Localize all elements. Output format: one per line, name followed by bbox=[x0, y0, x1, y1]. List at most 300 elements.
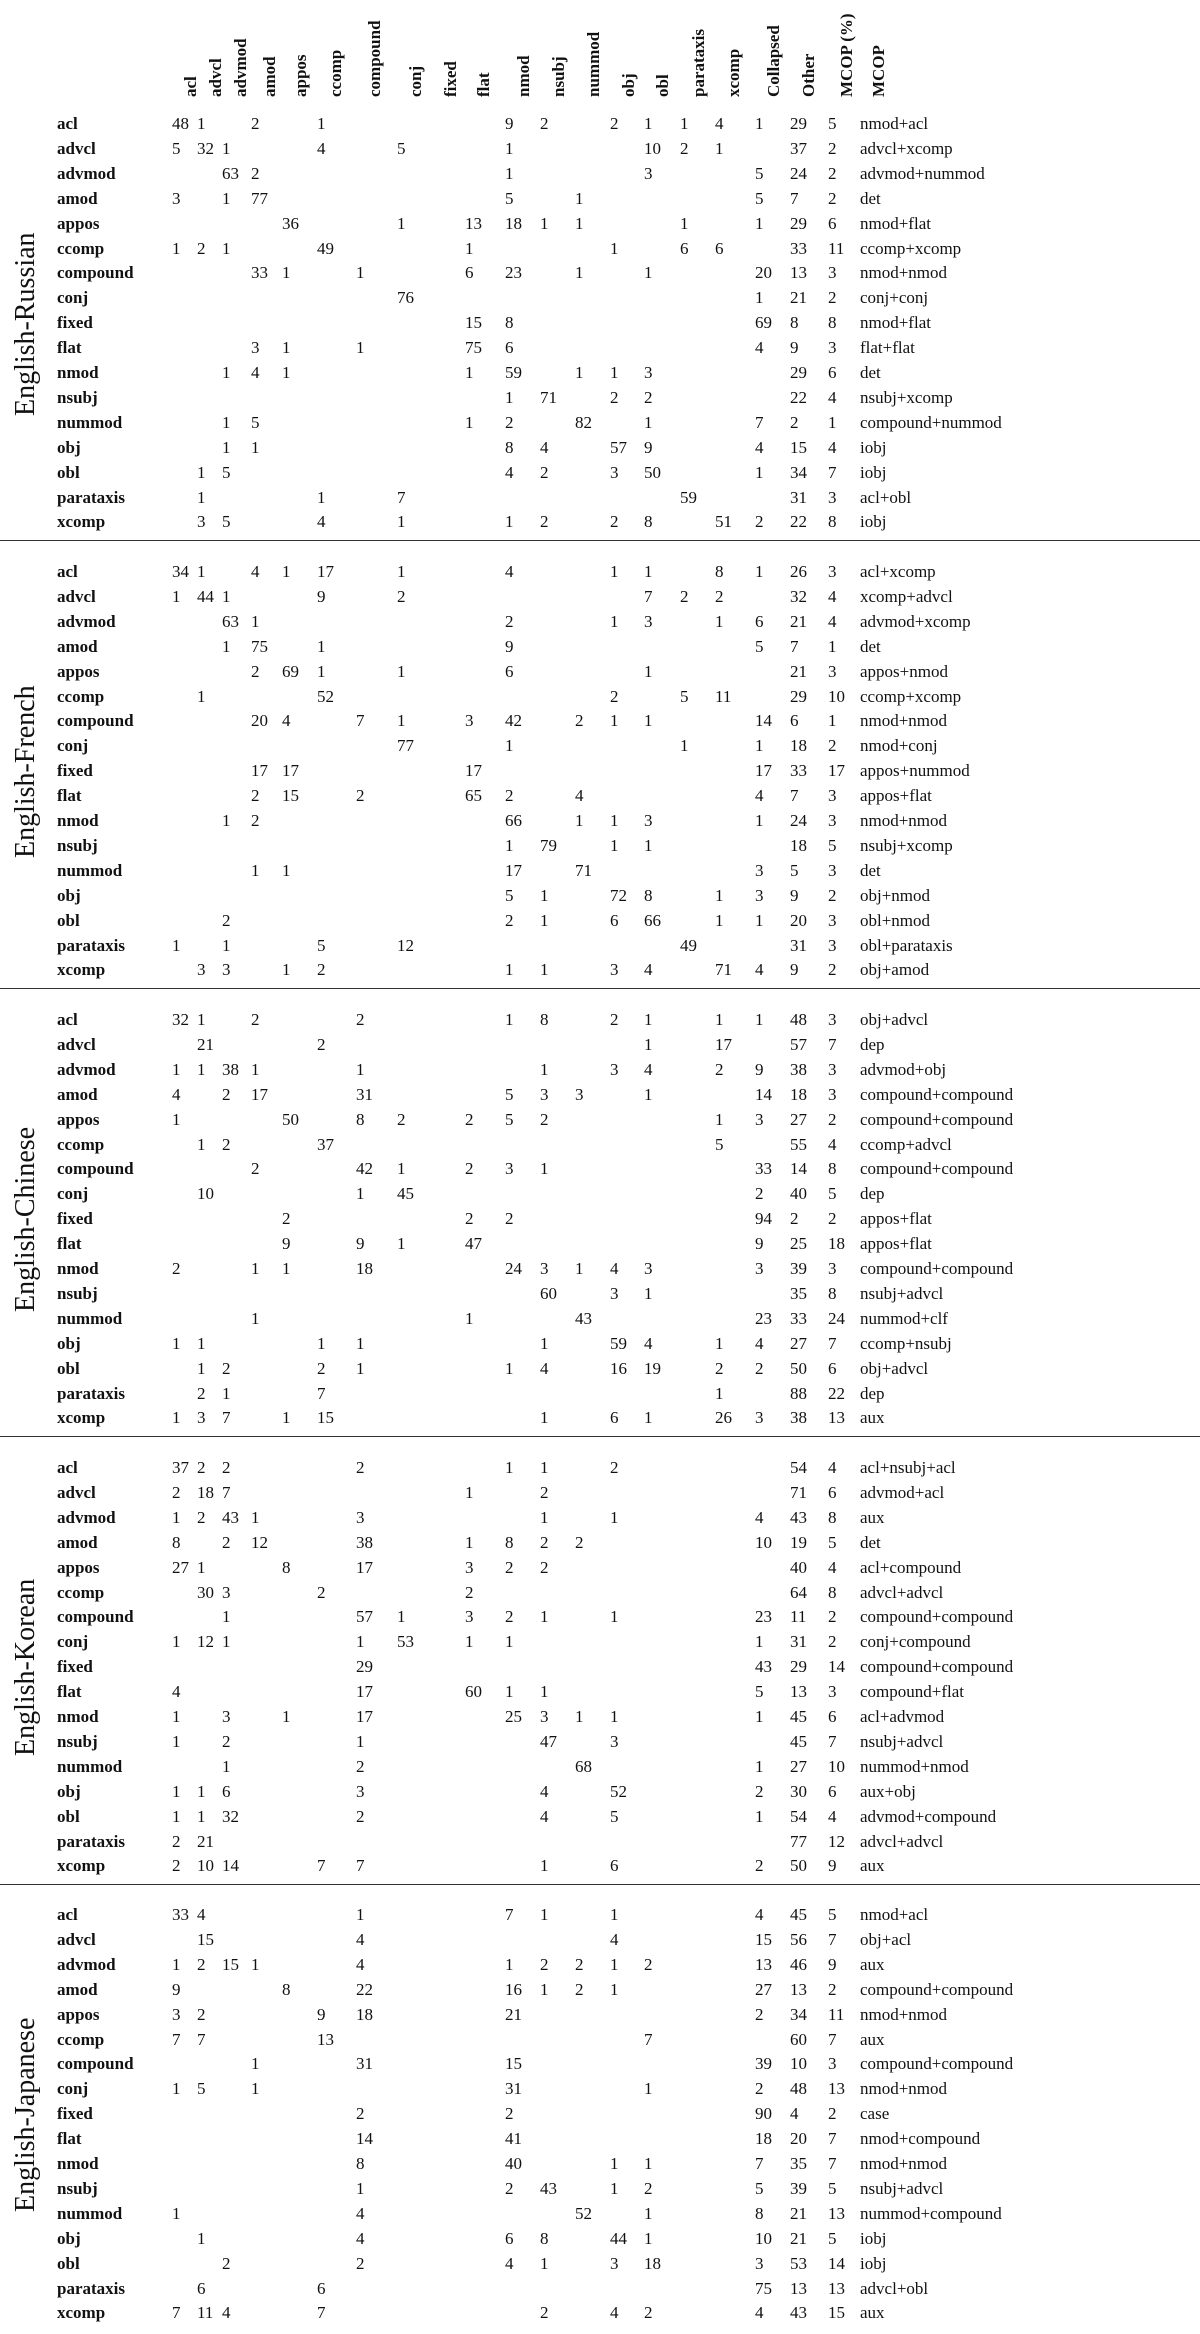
cell-nsubj: 60 bbox=[540, 1283, 557, 1303]
cell-amod: 4 bbox=[251, 363, 260, 382]
cell-collapsed: 1 bbox=[755, 1707, 764, 1726]
cell-mcop: 3 bbox=[828, 1259, 837, 1278]
cell-acl: 1 bbox=[172, 1781, 181, 1801]
cell-amod: 3 bbox=[251, 338, 260, 358]
cell-mcop: 7 bbox=[828, 1731, 837, 1751]
cell-nsubj: 2 bbox=[540, 1557, 549, 1577]
table-row bbox=[0, 2152, 1200, 2176]
cell-parataxis: 1 bbox=[680, 114, 689, 133]
row-label: appos bbox=[57, 213, 100, 233]
table-row bbox=[0, 237, 1200, 261]
cell-acl: 2 bbox=[172, 1856, 181, 1876]
cell-nmod: 5 bbox=[505, 885, 514, 905]
cell-compound: 1 bbox=[356, 1905, 365, 1924]
cell-nmod: 1 bbox=[505, 1954, 514, 1974]
cell-mcop: 14 bbox=[828, 2253, 845, 2273]
row-label: flat bbox=[57, 786, 82, 806]
cell-ccomp: 2 bbox=[317, 1034, 326, 1054]
cell-advcl: 10 bbox=[197, 1856, 214, 1876]
cell-mcop: 5 bbox=[828, 1905, 837, 1924]
cell-acl: 1 bbox=[172, 1954, 181, 1974]
cell-flat: 2 bbox=[465, 1109, 474, 1129]
cell-ccomp: 15 bbox=[317, 1408, 334, 1428]
table-row bbox=[0, 212, 1200, 236]
cell-mcop: advmod+xcomp bbox=[860, 611, 971, 631]
cell-mcop: 7 bbox=[828, 1929, 837, 1949]
row-label: compound bbox=[57, 1159, 134, 1179]
cell-mcop: 6 bbox=[828, 1781, 837, 1801]
cell-obj: 44 bbox=[610, 2228, 627, 2248]
cell-compound: 8 bbox=[356, 2154, 365, 2173]
cell-collapsed: 2 bbox=[755, 1781, 764, 1801]
cell-nmod: 9 bbox=[505, 114, 514, 133]
cell-obl: 2 bbox=[644, 387, 653, 407]
cell-obj: 4 bbox=[610, 1929, 619, 1949]
cell-appos: 36 bbox=[282, 213, 299, 233]
row-label: flat bbox=[57, 1682, 82, 1702]
cell-appos: 69 bbox=[282, 661, 299, 681]
cell-nsubj: 1 bbox=[540, 1059, 549, 1079]
cell-collapsed: 9 bbox=[755, 1059, 764, 1079]
row-label: advcl bbox=[57, 1482, 96, 1502]
cell-parataxis: 49 bbox=[680, 935, 697, 955]
cell-xcomp: 1 bbox=[715, 1333, 724, 1353]
cell-mcop: acl+obl bbox=[860, 487, 912, 507]
cell-mcop: 6 bbox=[828, 213, 837, 233]
cell-compound: 14 bbox=[356, 2129, 373, 2149]
cell-obj: 6 bbox=[610, 1856, 619, 1876]
cell-mcop: 12 bbox=[828, 1831, 845, 1851]
cell-obl: 10 bbox=[644, 138, 661, 158]
cell-nsubj: 1 bbox=[540, 1507, 549, 1527]
cell-mcop: 8 bbox=[828, 512, 837, 532]
cell-mcop: nmod+nmod bbox=[860, 263, 948, 283]
cell-other: 27 bbox=[790, 1333, 807, 1353]
column-header-mcop bbox=[856, 4, 888, 114]
cell-nsubj: 1 bbox=[540, 1458, 549, 1477]
cell-other: 39 bbox=[790, 1259, 807, 1278]
cell-obl: 3 bbox=[644, 363, 653, 382]
cell-xcomp: 8 bbox=[715, 562, 724, 581]
row-label: ccomp bbox=[57, 686, 105, 706]
column-header-label: Other bbox=[799, 53, 818, 97]
cell-advmod: 3 bbox=[222, 960, 231, 980]
cell-mcop: compound+compound bbox=[860, 1657, 1014, 1677]
row-label: nsubj bbox=[57, 835, 98, 855]
table-row bbox=[0, 436, 1200, 460]
cell-other: 38 bbox=[790, 1059, 807, 1079]
row-label: obl bbox=[57, 910, 80, 930]
cell-mcop: det bbox=[860, 636, 881, 656]
cell-advmod: 2 bbox=[222, 1134, 231, 1154]
cell-collapsed: 6 bbox=[755, 611, 764, 631]
cell-collapsed: 8 bbox=[755, 2203, 764, 2223]
cell-obj: 6 bbox=[610, 910, 619, 930]
table-row bbox=[0, 1382, 1200, 1406]
cell-advmod: 5 bbox=[222, 512, 231, 532]
cell-compound: 31 bbox=[356, 1084, 373, 1104]
row-label: nummod bbox=[57, 2203, 123, 2223]
column-header-label: MCOP (%) bbox=[837, 13, 856, 97]
cell-mcop: ccomp+advcl bbox=[860, 1134, 952, 1154]
cell-obj: 5 bbox=[610, 1806, 619, 1826]
cell-compound: 1 bbox=[356, 1632, 365, 1652]
cell-xcomp: 2 bbox=[715, 1358, 724, 1378]
cell-nmod: 23 bbox=[505, 263, 522, 283]
row-label: conj bbox=[57, 1184, 89, 1204]
cell-mcop: compound+flat bbox=[860, 1682, 965, 1702]
cell-advmod: 15 bbox=[222, 1954, 239, 1974]
cell-mcop: dep bbox=[860, 1184, 885, 1204]
cell-mcop: advcl+advcl bbox=[860, 1831, 944, 1851]
cell-nmod: 5 bbox=[505, 1109, 514, 1129]
cell-advmod: 1 bbox=[222, 1632, 231, 1652]
cell-advcl: 1 bbox=[197, 114, 206, 133]
section-divider bbox=[0, 540, 1200, 541]
row-label: fixed bbox=[57, 1657, 93, 1677]
cell-other: 40 bbox=[790, 1184, 807, 1204]
cell-nummod: 1 bbox=[575, 363, 584, 382]
table-row bbox=[0, 585, 1200, 609]
cell-mcop: aux bbox=[860, 1954, 885, 1974]
cell-amod: 1 bbox=[251, 1059, 260, 1079]
cell-amod: 2 bbox=[251, 1010, 260, 1029]
cell-nmod: 3 bbox=[505, 1159, 514, 1179]
cell-other: 13 bbox=[790, 2278, 807, 2298]
cell-other: 11 bbox=[790, 1607, 807, 1627]
cell-nmod: 66 bbox=[505, 811, 522, 830]
cell-mcop: 2 bbox=[828, 736, 837, 756]
cell-mcop: 18 bbox=[828, 1234, 845, 1254]
row-label: compound bbox=[57, 711, 134, 731]
row-label: advmod bbox=[57, 1059, 116, 1079]
cell-conj: 2 bbox=[397, 1109, 406, 1129]
table-row bbox=[0, 1506, 1200, 1530]
cell-obl: 1 bbox=[644, 562, 653, 581]
cell-collapsed: 2 bbox=[755, 2079, 764, 2099]
cell-nmod: 6 bbox=[505, 338, 514, 358]
row-label: xcomp bbox=[57, 512, 106, 532]
cell-advcl: 32 bbox=[197, 138, 214, 158]
cell-collapsed: 2 bbox=[755, 1358, 764, 1378]
cell-advmod: 1 bbox=[222, 188, 231, 208]
table-row bbox=[0, 2052, 1200, 2076]
cell-amod: 1 bbox=[251, 611, 260, 631]
cell-acl: 2 bbox=[172, 1482, 181, 1502]
table-row bbox=[0, 1282, 1200, 1306]
cell-advcl: 21 bbox=[197, 1034, 214, 1054]
table-row bbox=[0, 137, 1200, 161]
cell-xcomp: 1 bbox=[715, 885, 724, 905]
cell-mcop: nummod+compound bbox=[860, 2203, 1002, 2223]
cell-nmod: 2 bbox=[505, 611, 514, 631]
cell-mcop: 2 bbox=[828, 960, 837, 980]
cell-nummod: 2 bbox=[575, 1532, 584, 1552]
cell-conj: 1 bbox=[397, 1234, 406, 1254]
cell-xcomp: 11 bbox=[715, 686, 732, 706]
table-row bbox=[0, 909, 1200, 933]
cell-ccomp: 49 bbox=[317, 238, 334, 258]
cell-mcop: aux bbox=[860, 2029, 885, 2049]
cell-amod: 1 bbox=[251, 860, 260, 880]
cell-appos: 2 bbox=[282, 1209, 291, 1229]
cell-conj: 1 bbox=[397, 1607, 406, 1627]
cell-nummod: 2 bbox=[575, 711, 584, 731]
cell-nsubj: 1 bbox=[540, 1159, 549, 1179]
row-label: nummod bbox=[57, 860, 123, 880]
row-label: ccomp bbox=[57, 1134, 105, 1154]
cell-nsubj: 2 bbox=[540, 2303, 549, 2323]
cell-other: 31 bbox=[790, 935, 807, 955]
cell-amod: 2 bbox=[251, 114, 260, 133]
cell-advmod: 38 bbox=[222, 1059, 239, 1079]
cell-acl: 1 bbox=[172, 238, 181, 258]
cell-advcl: 1 bbox=[197, 2228, 206, 2248]
cell-acl: 2 bbox=[172, 1831, 181, 1851]
row-label: amod bbox=[57, 1979, 98, 1999]
cell-other: 77 bbox=[790, 1831, 807, 1851]
cell-nsubj: 1 bbox=[540, 2253, 549, 2273]
cell-flat: 15 bbox=[465, 313, 482, 333]
row-label: amod bbox=[57, 188, 98, 208]
cell-compound: 4 bbox=[356, 2228, 365, 2248]
cell-advmod: 32 bbox=[222, 1806, 239, 1826]
column-header-parataxis bbox=[676, 4, 708, 114]
cell-mcop: 4 bbox=[828, 1134, 837, 1154]
cell-flat: 3 bbox=[465, 1607, 474, 1627]
cell-obj: 1 bbox=[610, 238, 619, 258]
column-header-label: ccomp bbox=[326, 49, 345, 97]
table-row bbox=[0, 1481, 1200, 1505]
row-label: acl bbox=[57, 1458, 78, 1477]
cell-obj: 1 bbox=[610, 611, 619, 631]
cell-mcop: iobj bbox=[860, 2253, 887, 2273]
column-header-label: xcomp bbox=[724, 48, 743, 97]
cell-acl: 1 bbox=[172, 1731, 181, 1751]
cell-collapsed: 39 bbox=[755, 2054, 772, 2074]
cell-mcop: 2 bbox=[828, 163, 837, 183]
cell-mcop: nmod+conj bbox=[860, 736, 938, 756]
cell-obj: 1 bbox=[610, 1707, 619, 1726]
cell-other: 37 bbox=[790, 138, 807, 158]
cell-obl: 1 bbox=[644, 1084, 653, 1104]
cell-mcop: case bbox=[860, 2104, 890, 2124]
table-row bbox=[0, 1854, 1200, 1878]
table-row bbox=[0, 486, 1200, 510]
cell-mcop: 2 bbox=[828, 288, 837, 308]
cell-appos: 1 bbox=[282, 338, 291, 358]
cell-ccomp: 37 bbox=[317, 1134, 334, 1154]
cell-other: 7 bbox=[790, 636, 799, 656]
section-divider bbox=[0, 1884, 1200, 1885]
cell-nmod: 6 bbox=[505, 2228, 514, 2248]
cell-advmod: 1 bbox=[222, 412, 231, 432]
cell-advmod: 14 bbox=[222, 1856, 239, 1876]
cell-other: 21 bbox=[790, 2228, 807, 2248]
cell-nsubj: 1 bbox=[540, 910, 549, 930]
cell-mcop: 7 bbox=[828, 2129, 837, 2149]
cell-mcop: xcomp+advcl bbox=[860, 586, 953, 606]
cell-flat: 1 bbox=[465, 363, 474, 382]
cell-nmod: 6 bbox=[505, 661, 514, 681]
cell-advcl: 2 bbox=[197, 238, 206, 258]
cell-collapsed: 5 bbox=[755, 2178, 764, 2198]
cell-other: 35 bbox=[790, 1283, 807, 1303]
cell-flat: 17 bbox=[465, 761, 482, 781]
cell-advcl: 1 bbox=[197, 1358, 206, 1378]
cell-advmod: 7 bbox=[222, 1482, 231, 1502]
cell-nsubj: 2 bbox=[540, 1482, 549, 1502]
cell-advmod: 1 bbox=[222, 1607, 231, 1627]
cell-nsubj: 43 bbox=[540, 2178, 557, 2198]
cell-mcop: aux+obj bbox=[860, 1781, 916, 1801]
row-label: appos bbox=[57, 661, 100, 681]
cell-other: 54 bbox=[790, 1806, 807, 1826]
cell-advcl: 3 bbox=[197, 1408, 206, 1428]
row-label: compound bbox=[57, 263, 134, 283]
cell-other: 34 bbox=[790, 2004, 807, 2024]
cell-other: 18 bbox=[790, 736, 807, 756]
cell-mcop: 8 bbox=[828, 1582, 837, 1602]
cell-compound: 1 bbox=[356, 1059, 365, 1079]
cell-acl: 7 bbox=[172, 2303, 181, 2323]
cell-mcop: 9 bbox=[828, 1856, 837, 1876]
cell-amod: 17 bbox=[251, 761, 268, 781]
cell-obl: 1 bbox=[644, 2228, 653, 2248]
cell-advcl: 1 bbox=[197, 462, 206, 482]
cell-nsubj: 1 bbox=[540, 1607, 549, 1627]
cell-amod: 1 bbox=[251, 2054, 260, 2074]
cell-obl: 1 bbox=[644, 263, 653, 283]
cell-mcop: 5 bbox=[828, 835, 837, 855]
row-label: acl bbox=[57, 562, 78, 581]
cell-obj: 3 bbox=[610, 1283, 619, 1303]
cell-collapsed: 1 bbox=[755, 1806, 764, 1826]
cell-mcop: aux bbox=[860, 1856, 885, 1876]
cell-flat: 3 bbox=[465, 1557, 474, 1577]
section-divider bbox=[0, 988, 1200, 989]
cell-mcop: aux bbox=[860, 2303, 885, 2323]
cell-nmod: 8 bbox=[505, 313, 514, 333]
table-row bbox=[0, 1083, 1200, 1107]
row-label: compound bbox=[57, 1607, 134, 1627]
cell-mcop: aux bbox=[860, 1408, 885, 1428]
cell-mcop: acl+advmod bbox=[860, 1707, 945, 1726]
cell-mcop: 6 bbox=[828, 1358, 837, 1378]
cell-other: 46 bbox=[790, 1954, 807, 1974]
cell-advmod: 2 bbox=[222, 1458, 231, 1477]
cell-mcop: acl+xcomp bbox=[860, 562, 936, 581]
column-header-label: amod bbox=[260, 56, 279, 97]
cell-nmod: 2 bbox=[505, 2104, 514, 2124]
cell-acl: 3 bbox=[172, 2004, 181, 2024]
table-row bbox=[0, 759, 1200, 783]
cell-advcl: 11 bbox=[197, 2303, 214, 2323]
cell-collapsed: 2 bbox=[755, 1184, 764, 1204]
cell-nsubj: 1 bbox=[540, 1408, 549, 1428]
cell-compound: 1 bbox=[356, 1184, 365, 1204]
cell-advmod: 43 bbox=[222, 1507, 239, 1527]
cell-obl: 8 bbox=[644, 885, 653, 905]
section-language-label: English-Japanese bbox=[10, 2017, 41, 2212]
cell-acl: 1 bbox=[172, 2079, 181, 2099]
cell-mcop: 8 bbox=[828, 1159, 837, 1179]
cell-mcop: 2 bbox=[828, 1209, 837, 1229]
cell-advcl: 1 bbox=[197, 1806, 206, 1826]
cell-nmod: 2 bbox=[505, 2178, 514, 2198]
cell-mcop: det bbox=[860, 860, 881, 880]
cell-conj: 1 bbox=[397, 512, 406, 532]
row-label: nummod bbox=[57, 412, 123, 432]
cell-obl: 2 bbox=[644, 2303, 653, 2323]
cell-xcomp: 1 bbox=[715, 910, 724, 930]
cell-acl: 1 bbox=[172, 1408, 181, 1428]
row-label: advcl bbox=[57, 1034, 96, 1054]
cell-obl: 1 bbox=[644, 661, 653, 681]
cell-mcop: appos+nmod bbox=[860, 661, 948, 681]
cell-ccomp: 1 bbox=[317, 114, 326, 133]
cell-obj: 1 bbox=[610, 562, 619, 581]
cell-nmod: 21 bbox=[505, 2004, 522, 2024]
cell-collapsed: 17 bbox=[755, 761, 772, 781]
row-label: nsubj bbox=[57, 1283, 98, 1303]
cell-collapsed: 4 bbox=[755, 437, 764, 457]
table-row bbox=[0, 734, 1200, 758]
cell-nmod: 1 bbox=[505, 960, 514, 980]
cell-mcop: 2 bbox=[828, 1979, 837, 1999]
row-label: conj bbox=[57, 2079, 89, 2099]
column-header-nummod bbox=[571, 4, 603, 114]
column-header-conj bbox=[393, 4, 425, 114]
table-row bbox=[0, 2252, 1200, 2276]
cell-other: 30 bbox=[790, 1781, 807, 1801]
cell-appos: 1 bbox=[282, 263, 291, 283]
cell-other: 22 bbox=[790, 512, 807, 532]
cell-obj: 3 bbox=[610, 1059, 619, 1079]
cell-mcop: ccomp+xcomp bbox=[860, 238, 962, 258]
column-header-label: MCOP bbox=[869, 45, 888, 97]
cell-collapsed: 10 bbox=[755, 1532, 772, 1552]
row-label: flat bbox=[57, 2129, 82, 2149]
cell-advmod: 63 bbox=[222, 611, 239, 631]
column-header-label: advcl bbox=[206, 58, 225, 97]
cell-mcop: 11 bbox=[828, 238, 845, 258]
cell-flat: 1 bbox=[465, 238, 474, 258]
cell-advcl: 7 bbox=[197, 2029, 206, 2049]
cell-obj: 52 bbox=[610, 1781, 627, 1801]
cell-mcop: compound+compound bbox=[860, 1159, 1014, 1179]
cell-advcl: 2 bbox=[197, 2004, 206, 2024]
table-row bbox=[0, 2028, 1200, 2052]
table-row bbox=[0, 560, 1200, 584]
cell-compound: 3 bbox=[356, 1781, 365, 1801]
row-label: acl bbox=[57, 1010, 78, 1029]
cell-advcl: 12 bbox=[197, 1632, 214, 1652]
table-row bbox=[0, 411, 1200, 435]
column-header-label: acl bbox=[181, 76, 200, 97]
cell-acl: 3 bbox=[172, 188, 181, 208]
cell-obj: 2 bbox=[610, 512, 619, 532]
cell-other: 24 bbox=[790, 811, 807, 830]
cell-compound: 3 bbox=[356, 1507, 365, 1527]
cell-nsubj: 1 bbox=[540, 1682, 549, 1702]
cell-nmod: 8 bbox=[505, 1532, 514, 1552]
cell-obj: 3 bbox=[610, 960, 619, 980]
cell-conj: 12 bbox=[397, 935, 414, 955]
cell-mcop: ccomp+nsubj bbox=[860, 1333, 952, 1353]
cell-advmod: 2 bbox=[222, 2253, 231, 2273]
cell-nmod: 4 bbox=[505, 462, 514, 482]
